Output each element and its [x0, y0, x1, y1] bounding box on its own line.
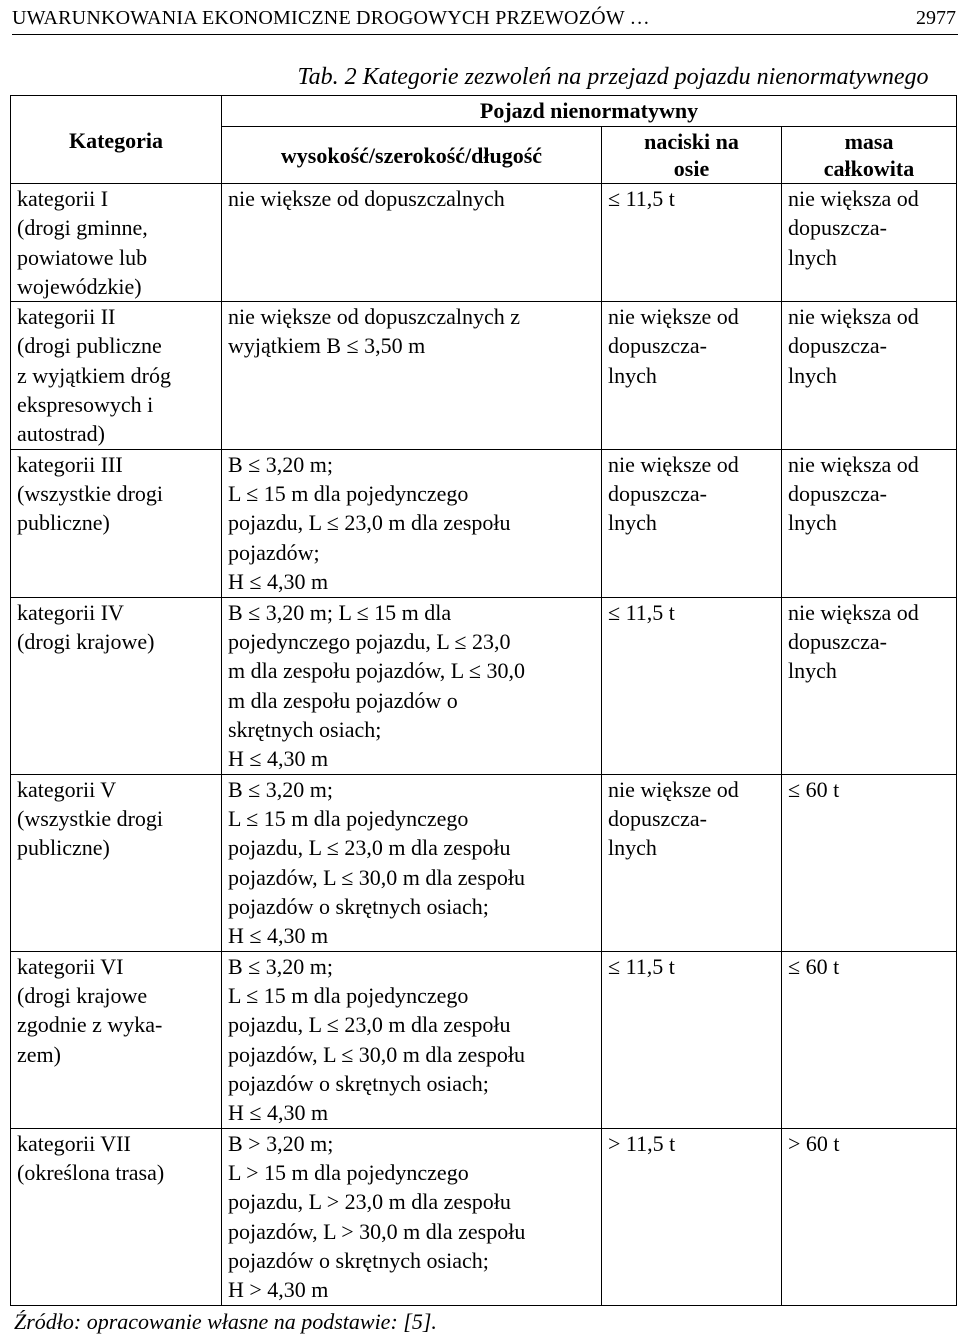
cell-masa: nie większa od dopuszcza- lnych [782, 597, 957, 774]
cell-wymiary: nie większe od dopuszczalnych [222, 184, 602, 302]
cell-wymiary: B ≤ 3,20 m; L ≤ 15 m dla pojedynczego pojazdu, L ≤ 23,0 m dla zespołu pojazdów, L ≤ 30,0 m dla zespołu pojazdów o skrętnych osiach; H ≤ 4,30 m [222, 951, 602, 1128]
cell-kategoria: kategorii VII (określona trasa) [11, 1128, 222, 1305]
cell-wymiary: nie większe od dopuszczalnych z wyjątkiem B ≤ 3,50 m [222, 302, 602, 449]
cell-masa: > 60 t [782, 1128, 957, 1305]
cell-wymiary: B ≤ 3,20 m; L ≤ 15 m dla pojedynczego pojazdu, L ≤ 23,0 m dla zespołu pojazdów, L ≤ 30,0 m dla zespołu pojazdów o skrętnych osiach; H ≤ 4,30 m [222, 597, 602, 774]
table-caption [0, 64, 960, 91]
table-row [11, 302, 957, 449]
cell-masa: nie większa od dopuszcza- lnych [782, 449, 957, 597]
page-number: 2977 [916, 7, 956, 29]
cell-wymiary: B > 3,20 m; L > 15 m dla pojedynczego pojazdu, L > 23,0 m dla zespołu pojazdów, L > 30,0 m dla zespołu pojazdów o skrętnych osiach; H > 4,30 m [222, 1128, 602, 1305]
header-wymiary: wysokość/szerokość/długość [222, 127, 602, 184]
cell-kategoria: kategorii II (drogi publiczne z wyjątkiem dróg ekspresowych i autostrad) [11, 302, 222, 449]
header-masa: masa całkowita [782, 127, 957, 184]
cell-kategoria: kategorii V (wszystkie drogi publiczne) [11, 774, 222, 951]
cell-naciski: ≤ 11,5 t [602, 951, 782, 1128]
cell-naciski: nie większe od dopuszcza- lnych [602, 449, 782, 597]
cell-masa: ≤ 60 t [782, 774, 957, 951]
permit-categories-table [10, 95, 957, 1306]
cell-kategoria: kategorii VI (drogi krajowe zgodnie z wyka- zem) [11, 951, 222, 1128]
table-header-row-1 [11, 96, 957, 127]
source-note: Źródło: opracowanie własne na podstawie: [5]. [14, 1309, 437, 1334]
running-header [12, 4, 958, 35]
cell-naciski: > 11,5 t [602, 1128, 782, 1305]
cell-wymiary: B ≤ 3,20 m; L ≤ 15 m dla pojedynczego pojazdu, L ≤ 23,0 m dla zespołu pojazdów; H ≤ 4,30 m [222, 449, 602, 597]
header-pojazd-nienormatywny: Pojazd nienormatywny [222, 96, 957, 127]
cell-naciski: nie większe od dopuszcza- lnych [602, 774, 782, 951]
table-caption-text: Tab. 2 Kategorie zezwoleń na przejazd pojazdu nienormatywnego [297, 64, 929, 90]
cell-masa: ≤ 60 t [782, 951, 957, 1128]
header-kategoria: Kategoria [11, 96, 222, 184]
running-header-title: UWARUNKOWANIA EKONOMICZNE DROGOWYCH PRZEWOZÓW … [12, 7, 650, 29]
cell-masa: nie większa od dopuszcza- lnych [782, 184, 957, 302]
table-row [11, 597, 957, 774]
cell-kategoria: kategorii III (wszystkie drogi publiczne) [11, 449, 222, 597]
cell-wymiary: B ≤ 3,20 m; L ≤ 15 m dla pojedynczego pojazdu, L ≤ 23,0 m dla zespołu pojazdów, L ≤ 30,0 m dla zespołu pojazdów o skrętnych osiach; H ≤ 4,30 m [222, 774, 602, 951]
table-row [11, 774, 957, 951]
cell-naciski: ≤ 11,5 t [602, 184, 782, 302]
table-row [11, 184, 957, 302]
table-row [11, 449, 957, 597]
cell-kategoria: kategorii I (drogi gminne, powiatowe lub wojewódzkie) [11, 184, 222, 302]
cell-kategoria: kategorii IV (drogi krajowe) [11, 597, 222, 774]
cell-naciski: nie większe od dopuszcza- lnych [602, 302, 782, 449]
table-row [11, 1128, 957, 1305]
cell-naciski: ≤ 11,5 t [602, 597, 782, 774]
cell-masa: nie większa od dopuszcza- lnych [782, 302, 957, 449]
table-row [11, 951, 957, 1128]
header-naciski: naciski na osie [602, 127, 782, 184]
